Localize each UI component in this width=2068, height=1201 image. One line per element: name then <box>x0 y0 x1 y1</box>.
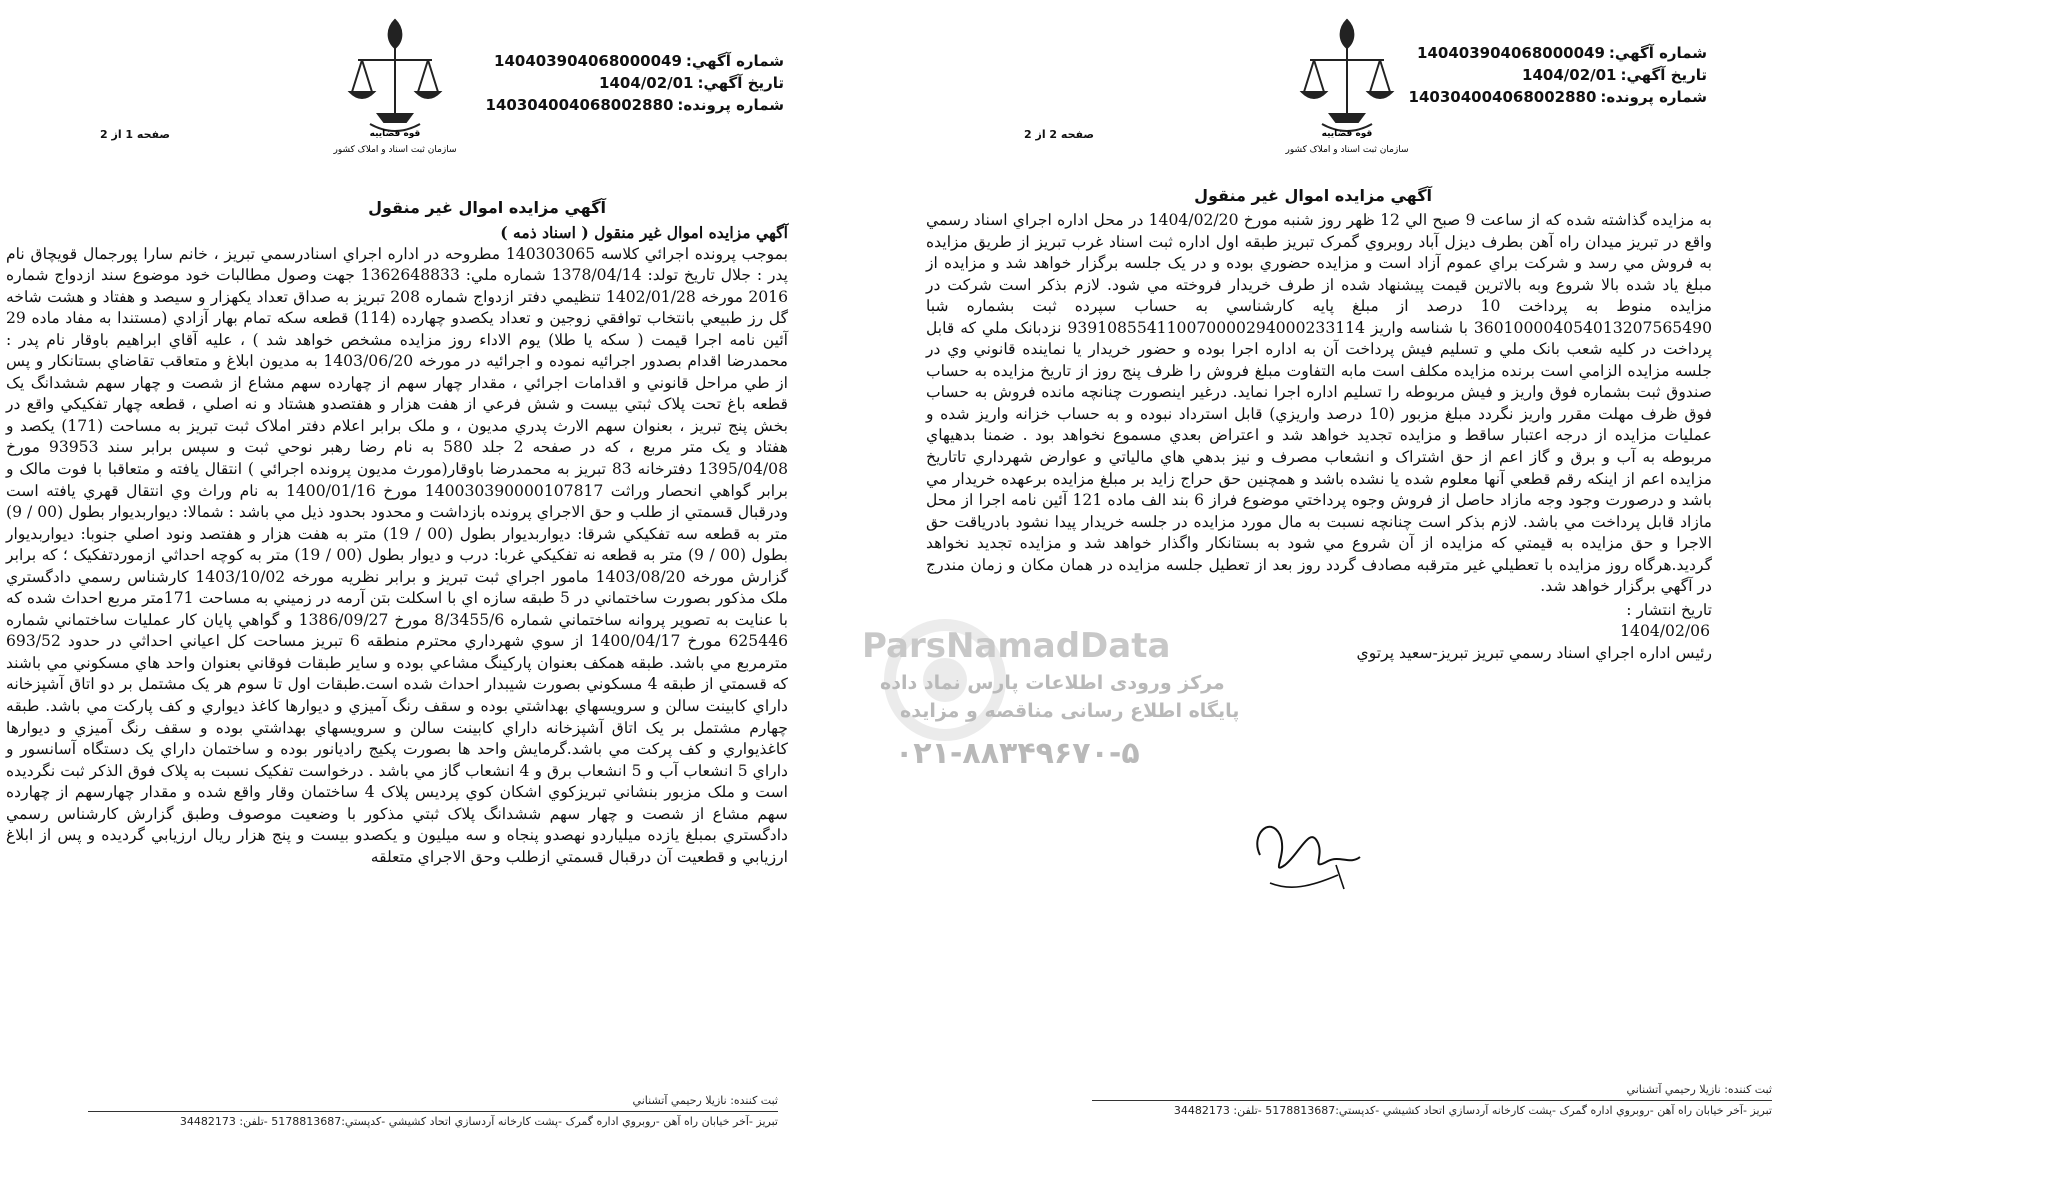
notice-number: 140403904068000049 <box>1417 44 1605 62</box>
file-number-label: شماره پرونده: <box>677 96 784 114</box>
page-title: آگهي مزايده اموال غير منقول <box>1194 186 1432 205</box>
notice-header <box>1409 42 1707 108</box>
body-text <box>926 210 1712 664</box>
org-line-2: سازمان ثبت اسناد و املاک کشور <box>1285 145 1409 155</box>
watermark-line-1: مرکز ورودی اطلاعات پارس نماد داده <box>880 672 1225 694</box>
file-number: 140304004068002880 <box>485 96 674 114</box>
registrar-label: ثبت كننده: <box>1724 1083 1772 1096</box>
page-title: آگهي مزايده اموال غير منقول <box>368 198 606 217</box>
notice-date: 1404/02/01 <box>599 74 694 92</box>
body-text <box>6 222 788 868</box>
paragraph: آگهي مزايده اموال غير منقول ( اسناد ذمه ) <box>500 223 788 242</box>
paragraph: بموجب پرونده اجرائي كلاسه 140303065 مطروحه در اداره اجراي اسنادرسمي تبريز ، خانم سارا پورجمال قويچاق نام پدر : جلال تاريخ تولد: 1378/04/14 شماره ملي: 1362648833 جهت وصول مطالبات خود موضوع سند ازدواج شماره 2016 مورخه 1402/01/28 تنظيمي دفتر ازدواج شماره 208 تبريز به صداق تعداد يكهزار و سيصد و هفتاد و هشت شاخه گل رز طبيعي بانتخاب توافقي زوجين و تعداد يكصدو چهارده (114) قطعه سكه تمام بهار آزادي (مستندا به مفاد ماده 29 آئين نامه اجرا قيمت ( سكه يا طلا) يوم الاداء روز مزايده مشخص خواهد شد ) ، عليه آقاي ابراهيم باوقار نام پدر : محمدرضا اقدام بصدور اجرائيه نموده و اجرائيه در مورخه 1403/06/20 به مديون ابلاغ و متعاقب تقاضاي بستانكار و پس از طي مراحل قانوني و اقدامات اجرائي ، مقدار چهار سهم از چهارده سهم مشاع از شصت و چهار سهم ششدانگ يک قطعه باغ تحت پلاک ثبتي بيست و شش فرعي از هفت هزار و هفتصدو هشتاد و نه اصلي ، قطعه چهار تفكيكي واقع در بخش پنج تبريز ، بعنوان سهم الارث پدري مديون ، و ملک برابر اعلام دفتر املاک ثبت تبريز به مساحت (171) يكصد و هفتاد و يک متر مربع ، كه در صفحه 2 جلد 580 به نام رضا رهبر نوحي ثبت و سپس برابر سند 93953 مورخ 1395/04/08 دفترخانه 83 تبريز به محمدرضا باوقار(مورث مديون پرونده اجرائي ) انتقال يافته و متعاقبا با فوت مالک و برابر گواهي انحصار وراثت 140030390000107817 مورخ 1400/01/16 به نام وراث وي انتقال قهري يافته است ودرقبال قسمتي از طلب و حق الاجراي پرونده بازداشت و محدود بحدود ذيل مي باشد : شمالا: ديواربديوار بطول (00 / 9) متر به قطعه سه تفكيكي شرقا: ديواربديوار بطول (00 / 19) متر به هفت هزار و هفتصد ونود اصلي جنوبا: ديواربديوار بطول (00 / 9) متر به قطعه نه تفكيكي غربا: درب و ديوار بطول (00 / 19) متر به كوچه احداثي ازموردتفكيک ؛ كه برابر گزارش مورخه 1403/08/20 مامور اجراي ثبت تبريز و برابر نظريه مورخه 1403/10/02 كارشناس رسمي دادگستري ملک مذكور بصورت ساختماني در 5 طبقه سازه اي با اسكلت بتن آرمه در زميني به مساحت 171متر مربع احداث شده كه با عنايت به تصوير پروانه ساختماني شماره 8/3455/6 مورخ 1386/09/27 و گواهي پايان كار عمليات ساختماني شماره 625446 مورخ 1400/04/17 از سوي شهرداري محترم منطقه 6 تبريز مساحت كل اعياني احداثي در حدود 693/52 مترمربع مي باشد. طبقه همكف بعنوان پاركينگ مشاعي بوده و ساير طبقات فوقاني بعنوان واحد هاي مسكوني مي باشند كه قسمتي از طبقه 4 مسكوني بصورت شيبدار احداث شده است.طبقات اول تا سوم هر يک مشتمل بر دو اتاق آشپزخانه داراي كابينت سالن و سرويسهاي بهداشتي بوده و سقف رنگ آميزي و ديوارها كاغذ ديواري و كف پاركت مي باشد. طبقه چهارم مشتمل بر يک اتاق آشپزخانه داراي كابينت سالن و سرويسهاي بهداشتي بوده و سقف رنگ آميزي و ديوارها كاغذيواري و كف پركت مي باشد.گرمايش واحد ها بصورت پكيج راديانور بوده و ساختمان داراي يک دستگاه آسانسور و داراي 5 انشعاب آب و 5 انشعاب برق و 4 انشعاب گاز مي باشد . درخواست تفكيک نسبت به پلاک فوق الذكر ثبت نگرديده است و ملک مزبور بنشاني تبريزكوي اشكان كوي پرديس پلاک 4 ساختمان وقار واقع شده و مقدار چهارسهم از چهارده سهم مشاع از شصت و چهار سهم ششدانگ پلاک ثبتي مذكور با وضعيت موصوف وطبق گزارش كارشناس رسمي دادگستري بمبلغ يازده ميلياردو نهصدو پنجاه و سه ميليون و يكصدو بيست و پنج هزار ريال ارزيابي گرديده و پس از ابلاغ ارزيابي و قطعيت آن درقبال قسمتي ازطلب وحق الاجراي متعلقه <box>6 244 789 866</box>
org-line-2: سازمان ثبت اسناد و املاک کشور <box>333 145 457 155</box>
notice-date: 1404/02/01 <box>1522 66 1617 84</box>
footer-address: تبريز -آخر خيابان راه آهن -روبروي اداره گمرک -پشت كارخانه آردسازي اتحاد كشيشي -كدپستي:5178813687 -تلفن: 34482173 <box>179 1115 778 1128</box>
footer-address: تبريز -آخر خيابان راه آهن -روبروي اداره گمرک -پشت كارخانه آردسازي اتحاد كشيشي -كدپستي:5178813687 -تلفن: 34482173 <box>1173 1104 1772 1117</box>
judiciary-emblem-icon <box>1285 14 1409 159</box>
notice-number-label: شماره آگهي: <box>1608 44 1707 62</box>
publish-date-label: تاريخ انتشار : <box>1626 600 1712 619</box>
file-number-label: شماره پرونده: <box>1600 88 1707 106</box>
registrar-name: نازيلا رحيمي آتشناني <box>1626 1083 1721 1096</box>
paragraph: به مزايده گذاشته شده كه از ساعت 9 صبح الي 12 ظهر روز شنبه مورخ 1404/02/20 در محل اداره اجراي اسناد رسمي واقع در تبريز ميدان راه آهن بطرف ديزل آباد روبروي گمرک تبريز طبقه اول اداره ثبت اسناد غرب تبريز از طريق مزايده به فروش مي رسد و شركت براي عموم آزاد است و مزايده حضوري بوده و در يک جلسه برگزار خواهد شد و مزايده از مبلغ ياد شده بالا شروع وبه بالاترين قيمت پيشنهاد شده از طرف خريدار فروخته مي شود. لازم بذكر است شركت در مزايده منوط به پرداخت 10 درصد از مبلغ پايه كارشناسي به حساب سپرده ثبت بشماره شبا 360100004054013207565490 با شناسه واريز 939108554110070000294000233114 نزدبانک ملي كه قابل پرداخت در كليه شعب بانک ملي و تسليم فيش پرداخت آن به اداره اجرا بوده و حضور خريدار يا نماينده قانوني وي در جلسه مزايده الزامي است برنده مزايده مكلف است مابه التفاوت مبلغ فروش را ظرف پنج روز از تاريخ مزايده به حساب صندوق ثبت بشماره فوق واريز و فيش مربوطه را تسليم اداره اجرا نمايد. درغير اينصورت چنانچه مانده فروش به حساب فوق ظرف مهلت مقرر واريز نگردد مبلغ مزبور (10 درصد واريزي) قابل استرداد نبوده و به حساب خزانه واريز شده و عمليات مزايده از درجه اعتبار ساقط و مزايده تجديد خواهد شد و اعتراض بعدي مسموع نخواهد بود . ضمنا بدهيهاي مربوطه به آب و برق و گاز اعم از حق اشتراک و انشعاب مصرف و نيز بدهي هاي مالياتي و عوارض شهرداري تاتاريخ مزايده اعم از اينكه رقم قطعي آنها معلوم شده يا نشده باشد و همچنين حق حراج زايد بر مبلغ مزايده برعهده خريدار مي باشد و درصورت وجود وجه مازاد حاصل از فروش وجوه پرداختي موضوع فراز 6 بند الف ماده 121 آئين نامه اجرا از محل مازاد قابل پرداخت مي باشد. لازم بذكر است چنانچه نسبت به مال مورد مزايده در جلسه خريدار پيدا نشود بادرياقت حق الاجرا و حق مزايده به قيمتي كه مزايده از آن شروع مي شود به بستانكار واگذار خواهد شد و مزايده تجديد نخواهد گرديد.هرگاه روز مزايده با تعطيلي غير مترقبه مصادف گردد روز بعد از تعطيل جلسه مزايده در همان مكان و زمان مندرج در آگهي برگزار خواهد شد. <box>926 211 1712 596</box>
signatory: رئيس اداره اجراي اسناد رسمي تبريز تبريز-سعيد پرتوي <box>1356 643 1712 662</box>
page-number: صفحه 1 از 2 <box>100 128 171 141</box>
org-line-1: قوه قضاییه <box>369 129 421 139</box>
registrar-name: نازيلا رحيمي آتشناني <box>632 1094 727 1107</box>
publish-date: 1404/02/06 <box>1620 622 1710 641</box>
notice-date-label: تاريخ آگهي: <box>1620 66 1707 84</box>
notice-date-label: تاريخ آگهي: <box>697 74 784 92</box>
notice-number: 140403904068000049 <box>494 52 682 70</box>
judiciary-emblem-icon <box>333 14 457 159</box>
org-line-1: قوه قضاییه <box>1321 129 1373 139</box>
page-number: صفحه 2 از 2 <box>1024 128 1095 141</box>
notice-number-label: شماره آگهي: <box>685 52 784 70</box>
registrar-label: ثبت كننده: <box>730 1094 778 1107</box>
footer <box>88 1093 778 1129</box>
file-number: 140304004068002880 <box>1408 88 1597 106</box>
watermark-phone: ۰۲۱-۸۸۳۴۹۶۷۰-۵ <box>895 736 1140 771</box>
footer <box>1092 1082 1772 1118</box>
watermark-line-2: پایگاه اطلاع رسانی مناقصه و مزایده <box>900 700 1240 722</box>
signature-icon <box>1240 795 1370 905</box>
notice-header <box>486 50 784 116</box>
watermark-brand: ParsNamadData <box>862 626 1171 666</box>
